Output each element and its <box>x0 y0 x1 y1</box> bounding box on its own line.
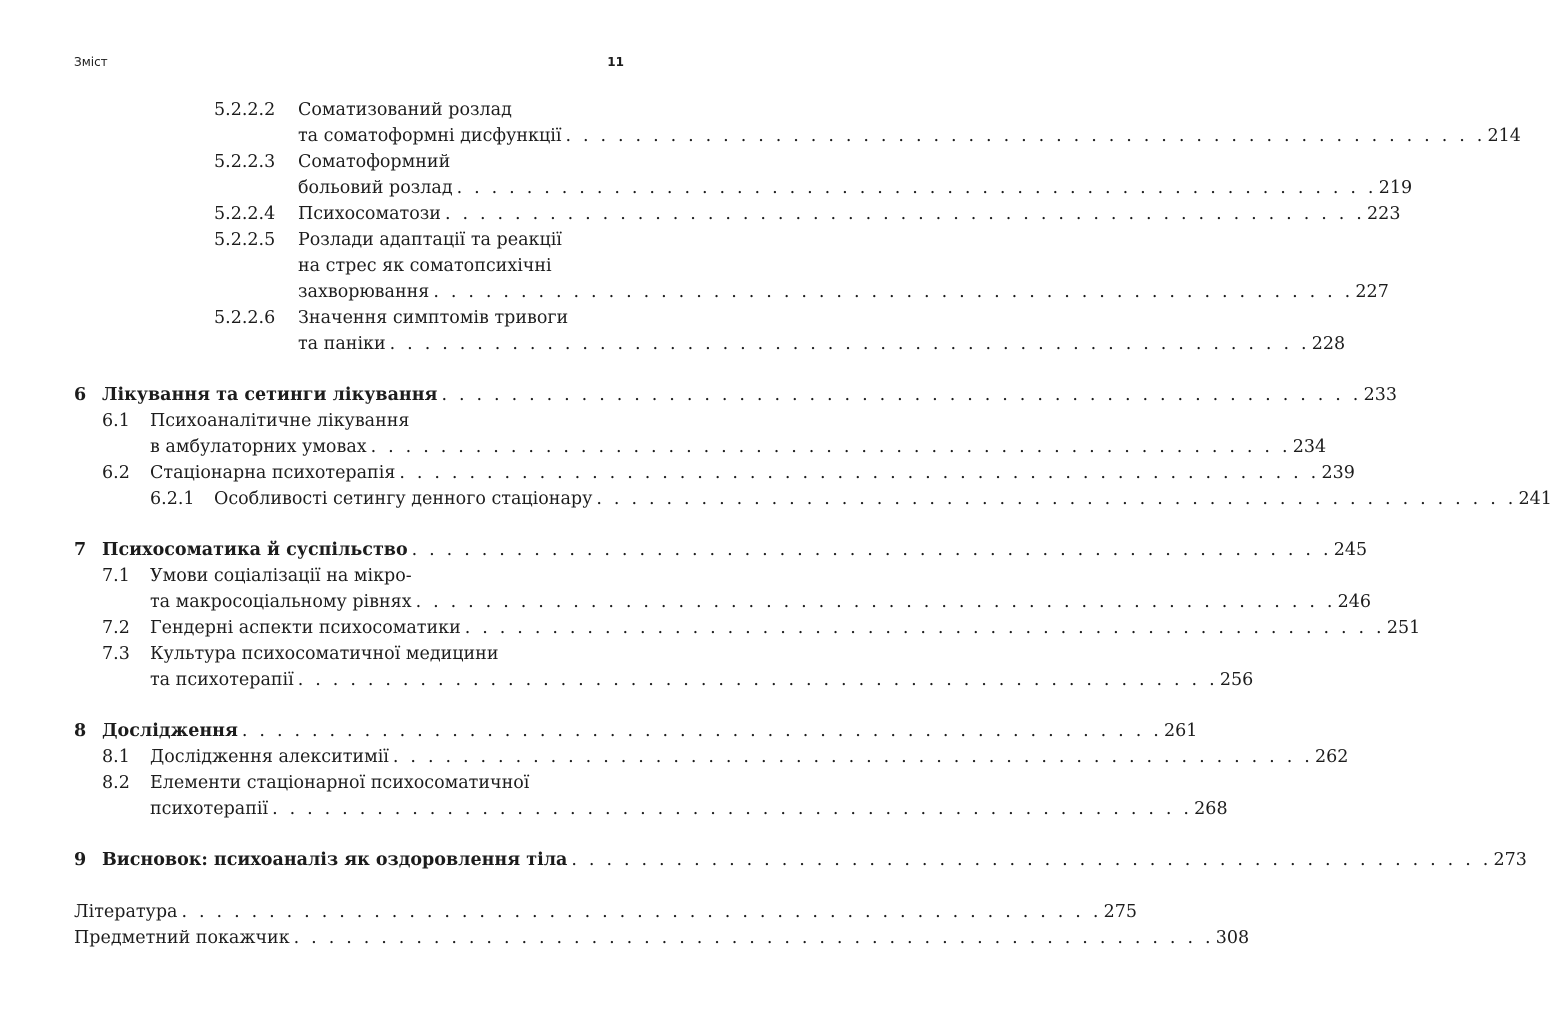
toc-entry-title: та соматоформні дисфункції <box>298 126 562 146</box>
toc-chapter-entry[interactable] <box>102 382 1397 408</box>
toc-entry[interactable] <box>150 460 1355 486</box>
toc-page-number: 228 <box>1311 334 1346 354</box>
toc-entry[interactable] <box>298 123 1521 149</box>
toc-entry[interactable] <box>150 744 1349 770</box>
chapter-number: 6 <box>74 385 87 405</box>
toc-page-number: 256 <box>1219 670 1254 690</box>
chapter-number: 7 <box>74 540 87 560</box>
leader-dots: . . . . . . . . . . . . . . . . . . . . . . . . . . . . . . . . . . . . . . . . . . . . . . . . . . . . . <box>392 747 1313 767</box>
leader-dots: . . . . . . . . . . . . . . . . . . . . . . . . . . . . . . . . . . . . . . . . . . . . . . . . . . . . . <box>241 721 1162 741</box>
leader-dots: . . . . . . . . . . . . . . . . . . . . . . . . . . . . . . . . . . . . . . . . . . . . . . . . . . . . . <box>596 489 1517 509</box>
toc-entry-title: та макросоціальному рівнях <box>150 592 412 612</box>
leader-dots: . . . . . . . . . . . . . . . . . . . . . . . . . . . . . . . . . . . . . . . . . . . . . . . . . . . . . <box>433 282 1354 302</box>
chapter-number: 8 <box>74 721 87 741</box>
leader-dots: . . . . . . . . . . . . . . . . . . . . . . . . . . . . . . . . . . . . . . . . . . . . . . . . . . . . . <box>293 928 1214 948</box>
leader-dots: . . . . . . . . . . . . . . . . . . . . . . . . . . . . . . . . . . . . . . . . . . . . . . . . . . . . . <box>399 463 1320 483</box>
toc-page-number: 219 <box>1378 178 1413 198</box>
toc-page-number: 273 <box>1493 850 1527 870</box>
toc-entry-title: Культура психосоматичної медицини <box>150 644 499 664</box>
toc-number: 6.2 <box>102 463 130 483</box>
toc-page-number: 261 <box>1163 721 1198 741</box>
toc-page-number: 239 <box>1321 463 1355 483</box>
toc-entry[interactable] <box>298 201 1401 227</box>
toc-entry-title: Предметний покажчик <box>74 928 290 948</box>
leader-dots: . . . . . . . . . . . . . . . . . . . . . . . . . . . . . . . . . . . . . . . . . . . . . . . . . . . . . <box>389 334 1310 354</box>
section-title: Зміст <box>74 55 108 69</box>
toc-page-number: 275 <box>1103 902 1137 922</box>
toc-page-number: 234 <box>1292 437 1327 457</box>
toc-entry-title: Соматизований розлад <box>298 100 512 120</box>
toc-entry[interactable] <box>298 175 1413 201</box>
toc-number: 6.1 <box>102 411 130 431</box>
chapter-number: 9 <box>74 850 87 870</box>
toc-entry-title: Дослідження алекситимії <box>150 747 389 767</box>
toc-entry-title: Стаціонарна психотерапія <box>150 463 396 483</box>
toc-entry-literature[interactable] <box>74 899 1137 925</box>
toc-entry[interactable] <box>150 796 1228 822</box>
leader-dots: . . . . . . . . . . . . . . . . . . . . . . . . . . . . . . . . . . . . . . . . . . . . . . . . . . . . . <box>441 385 1362 405</box>
toc-number: 5.2.2.5 <box>214 230 276 250</box>
toc-entry-title: Соматоформний <box>298 152 451 172</box>
toc-entry-title: Література <box>74 902 178 922</box>
toc-entry-title: психотерапії <box>150 799 269 819</box>
toc-page-number: 227 <box>1355 282 1389 302</box>
toc-chapter-entry[interactable] <box>102 718 1198 744</box>
toc-entry-title: больовий розлад <box>298 178 453 198</box>
toc-number: 5.2.2.3 <box>214 152 276 172</box>
leader-dots: . . . . . . . . . . . . . . . . . . . . . . . . . . . . . . . . . . . . . . . . . . . . . . . . . . . . . <box>571 850 1492 870</box>
toc-page-number: 308 <box>1215 928 1250 948</box>
toc-entry[interactable] <box>214 486 1552 512</box>
toc-entry-title: захворювання <box>298 282 430 302</box>
chapter-title: Дослідження <box>102 721 238 741</box>
toc-entry-index[interactable] <box>74 925 1250 951</box>
leader-dots: . . . . . . . . . . . . . . . . . . . . . . . . . . . . . . . . . . . . . . . . . . . . . . . . . . . . . <box>181 902 1102 922</box>
toc-entry-title: Значення симптомів тривоги <box>298 308 569 328</box>
toc-page-number: 233 <box>1363 385 1397 405</box>
toc-entry-title: та паніки <box>298 334 386 354</box>
leader-dots: . . . . . . . . . . . . . . . . . . . . . . . . . . . . . . . . . . . . . . . . . . . . . . . . . . . . . <box>272 799 1193 819</box>
toc-page-number: 268 <box>1194 799 1228 819</box>
toc-entry-title: Психоаналітичне лікування <box>150 411 410 431</box>
leader-dots: . . . . . . . . . . . . . . . . . . . . . . . . . . . . . . . . . . . . . . . . . . . . . . . . . . . . . <box>565 126 1486 146</box>
leader-dots: . . . . . . . . . . . . . . . . . . . . . . . . . . . . . . . . . . . . . . . . . . . . . . . . . . . . . <box>456 178 1377 198</box>
toc-entry[interactable] <box>298 279 1389 305</box>
running-header <box>74 55 624 73</box>
toc-page-number: 262 <box>1315 747 1349 767</box>
toc-number: 8.1 <box>102 747 130 767</box>
toc-page-number: 223 <box>1367 204 1401 224</box>
toc-page-number: 251 <box>1386 618 1421 638</box>
toc-number: 6.2.1 <box>150 489 195 509</box>
toc-entry-title: Умови соціалізації на мікро- <box>150 566 412 586</box>
toc-page-number: 241 <box>1518 489 1552 509</box>
toc-chapter-entry[interactable] <box>102 537 1368 563</box>
page-number: 11 <box>607 55 624 69</box>
toc-entry[interactable] <box>150 589 1372 615</box>
leader-dots: . . . . . . . . . . . . . . . . . . . . . . . . . . . . . . . . . . . . . . . . . . . . . . . . . . . . . <box>370 437 1291 457</box>
chapter-title: Лікування та сетинги лікування <box>102 385 438 405</box>
toc-entry-title: та психотерапії <box>150 670 294 690</box>
toc-entry-title: Психосоматози <box>298 204 441 224</box>
toc-entry-title: Гендерні аспекти психосоматики <box>150 618 461 638</box>
leader-dots: . . . . . . . . . . . . . . . . . . . . . . . . . . . . . . . . . . . . . . . . . . . . . . . . . . . . . <box>464 618 1385 638</box>
toc-number: 5.2.2.2 <box>214 100 276 120</box>
toc-number: 8.2 <box>102 773 130 793</box>
toc-entry[interactable] <box>150 615 1421 641</box>
leader-dots: . . . . . . . . . . . . . . . . . . . . . . . . . . . . . . . . . . . . . . . . . . . . . . . . . . . . . <box>444 204 1366 224</box>
toc-entry-title: Розлади адаптації та реакції <box>298 230 562 250</box>
toc-number: 5.2.2.4 <box>214 204 276 224</box>
toc-page-number: 246 <box>1337 592 1372 612</box>
toc-number: 7.2 <box>102 618 130 638</box>
leader-dots: . . . . . . . . . . . . . . . . . . . . . . . . . . . . . . . . . . . . . . . . . . . . . . . . . . . . . <box>415 592 1336 612</box>
toc-page-number: 214 <box>1487 126 1521 146</box>
toc-entry-title: в амбулаторних умовах <box>150 437 367 457</box>
toc-entry-title: Особливості сетингу денного стаціонару <box>214 489 593 509</box>
chapter-title: Психосоматика й суспільство <box>102 540 408 560</box>
toc-page-number: 245 <box>1333 540 1368 560</box>
leader-dots: . . . . . . . . . . . . . . . . . . . . . . . . . . . . . . . . . . . . . . . . . . . . . . . . . . . . . <box>297 670 1218 690</box>
toc-number: 7.3 <box>102 644 130 664</box>
toc-number: 7.1 <box>102 566 130 586</box>
toc-chapter-entry[interactable] <box>102 847 1527 873</box>
toc-entry[interactable] <box>150 434 1327 460</box>
leader-dots: . . . . . . . . . . . . . . . . . . . . . . . . . . . . . . . . . . . . . . . . . . . . . . . . . . . . . <box>411 540 1332 560</box>
toc-number: 5.2.2.6 <box>214 308 276 328</box>
toc-entry[interactable] <box>150 667 1254 693</box>
toc-entry-title: на стрес як соматопсихічні <box>298 256 552 276</box>
chapter-title: Висновок: психоаналіз як оздоровлення тіла <box>102 850 568 870</box>
toc-entry-title: Елементи стаціонарної психосоматичної <box>150 773 530 793</box>
toc-entry[interactable] <box>298 331 1346 357</box>
